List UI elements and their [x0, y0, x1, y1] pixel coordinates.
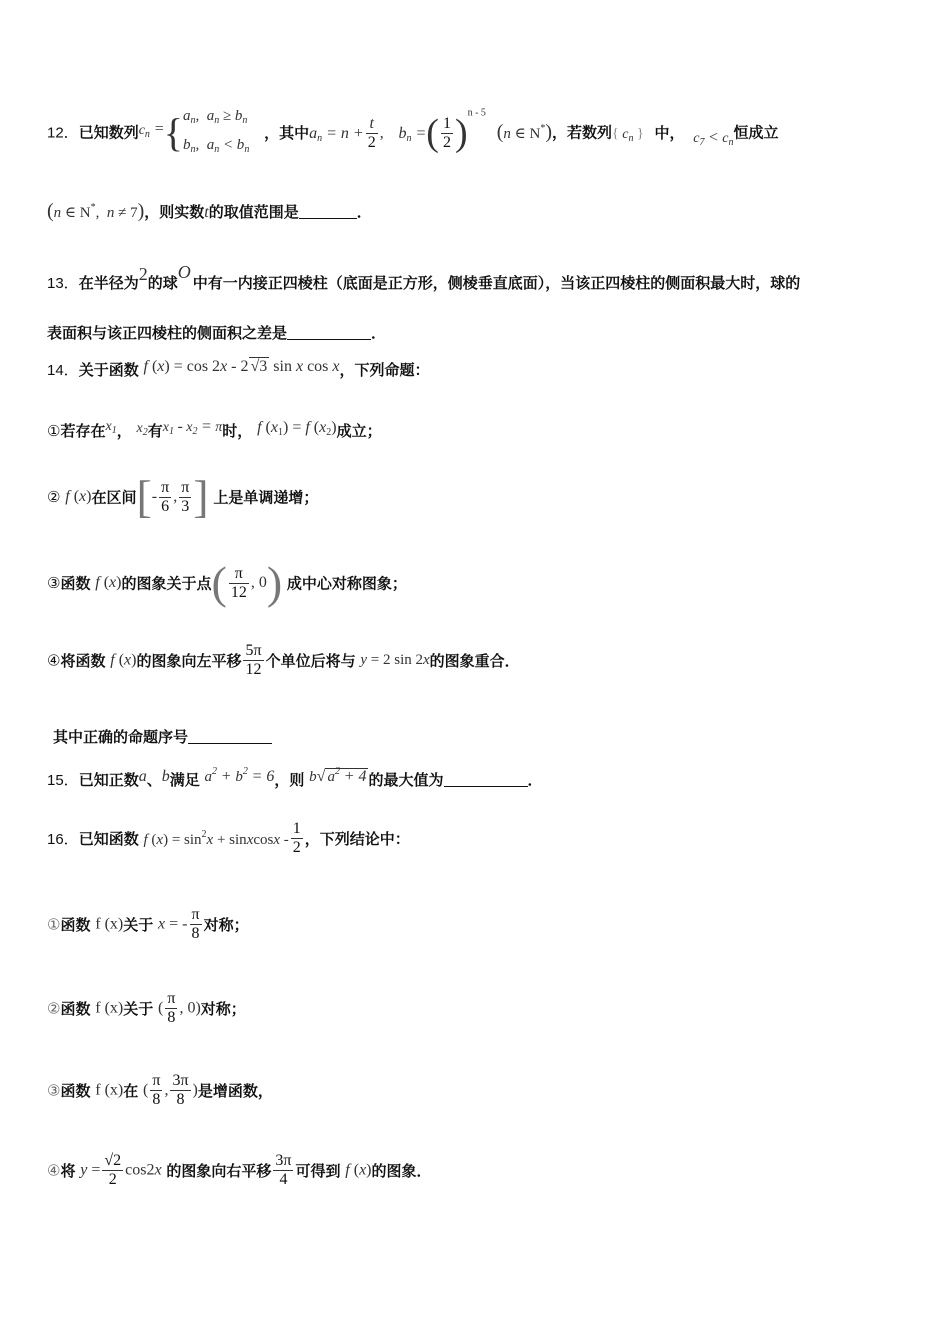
q12-answer-blank[interactable]: [299, 218, 357, 219]
q16-c3-text-c: 是增函数，: [197, 1082, 273, 1100]
q14-text-2: ，下列命题：: [339, 361, 430, 379]
q14-x1-minus-x2: $x_1 - x_2 = \pi$: [162, 418, 223, 437]
q16-c2-marker: ②: [47, 999, 61, 1018]
q16-c4-fx: f (x): [345, 1161, 372, 1179]
q12-frac-t-2: $\frac{t}{2}$: [367, 114, 376, 151]
q12-a-n-def: $a_n = n$ +: [309, 124, 364, 144]
q16-c4-text-a: 将: [60, 1162, 76, 1180]
q16-c1-text-b: 关于: [123, 916, 154, 934]
q16-c2-point-close: , 0): [179, 999, 201, 1017]
q13-text-2: 的球: [147, 274, 178, 292]
q14-c3-text-a: 函数: [60, 574, 91, 593]
q13-text-4: 表面积与该正四棱柱的侧面积之差是: [47, 324, 288, 342]
q12-condition: (n ∈ N*, n ≠ 7): [47, 200, 145, 222]
q16-c3-marker: ③: [47, 1081, 61, 1100]
q16-claim-1: [47, 906, 950, 958]
q14-stem: [47, 358, 950, 388]
q12-inequality: $c_7 < c_n$: [693, 128, 734, 148]
q16-c3-close: ): [192, 1081, 198, 1099]
q15-text-2: 满足: [169, 771, 200, 789]
q14-c4-text-c: 个单位后将与: [265, 652, 356, 670]
q16-c1-fx: f (x): [95, 915, 124, 933]
q12-frac-half: $\frac{1}{2}$: [442, 114, 451, 151]
q16-c3-frac-a: $\frac{\pi}{8}$: [152, 1072, 161, 1108]
q16-c3-fx: f (x): [95, 1081, 124, 1099]
q12-text-6: ，则实数: [144, 203, 205, 221]
q16-c4-text-d: 的图象．: [371, 1162, 432, 1180]
q15-constraint: $a^2 + b^2 = 6$: [204, 766, 275, 785]
q14-c4-target: y = 2 sin 2x: [360, 652, 430, 668]
q14-c3-marker: ③: [47, 574, 61, 592]
q12-c-n: $c_n$: [138, 122, 150, 140]
q12-domain: (n ∈ N*): [496, 120, 552, 143]
q13-line-2: [47, 322, 950, 346]
q16-claim-3: [47, 1072, 950, 1124]
q16-c2-text-c: 对称；: [200, 1000, 246, 1018]
q16-c4-frac-3pi4: $\frac{3\pi}{4}$: [275, 1152, 292, 1188]
q16-claim-2: [47, 990, 950, 1042]
q14-c4-fx: f (x): [110, 651, 137, 669]
q12-text-2: ，其中: [264, 123, 310, 142]
q14-c3-fx: f (x): [95, 574, 122, 591]
q14-c1-text-a: 若存在: [60, 422, 106, 440]
q16-c2-point-open: (: [158, 999, 164, 1017]
q14-c2-bracket-left: [: [136, 471, 152, 522]
q16-c1-frac: $\frac{\pi}{8}$: [191, 906, 200, 942]
q16-number: 16．: [47, 831, 79, 848]
q14-claim-4: [47, 642, 950, 694]
q14-c2-text-b: 上是单调递增；: [213, 488, 319, 507]
q14-c3-zero: , 0: [250, 574, 267, 591]
q14-c1-text-b: ，: [116, 422, 132, 440]
q15-text-1: 已知正数: [78, 771, 139, 789]
q14-c4-frac-5pi12: $\frac{5\pi}{12}$: [245, 642, 262, 678]
q16-c1-text-c: 对称；: [203, 916, 249, 934]
q16-c4-text-c: 可得到: [295, 1162, 341, 1180]
q16-c3-text-a: 函数: [60, 1082, 91, 1100]
q14-c1-marker: ①: [47, 422, 61, 440]
q15-var-b: b: [161, 768, 170, 785]
q12-paren-right: ): [454, 112, 468, 154]
q16-function: f $(x) = \sin^2x$ + sinxcosx -: [143, 828, 289, 848]
q14-claim-1: [47, 418, 950, 448]
q14-answer-blank[interactable]: [188, 743, 272, 744]
q14-ask: 其中正确的命题序号: [53, 728, 189, 746]
q12-eq: =: [154, 120, 164, 138]
q15-var-a: a: [138, 768, 147, 785]
q15-sep: 、: [146, 771, 162, 789]
q16-c1-text-a: 函数: [60, 916, 91, 934]
q15-text-3: ，则: [274, 771, 305, 789]
q16-c4-cos: cos2x: [125, 1161, 162, 1179]
q14-c2-fx: f (x): [65, 488, 92, 505]
q14-function: f (x) = cos 2x - 2 √3 sin x cos x: [143, 358, 340, 375]
q14-c4-text-b: 的图象向左平移: [136, 652, 242, 670]
q12-b-n-def: $b_n$ =: [398, 124, 427, 144]
q14-c1-text-d: 时，: [222, 422, 253, 440]
q16-c4-y: y =: [80, 1161, 101, 1179]
q16-c4-text-b: 的图象向右平移: [166, 1162, 272, 1180]
q14-claim-3: [47, 557, 950, 612]
q12-paren-left: (: [426, 112, 439, 154]
q13-end: ．: [371, 324, 387, 342]
q14-c4-text-d: 的图象重合．: [429, 652, 520, 670]
q16-stem: [47, 820, 950, 872]
q16-c2-text-a: 函数: [60, 1000, 91, 1018]
q16-text-2: ，下列结论中：: [304, 830, 410, 848]
q12-end: ．: [356, 203, 372, 221]
q13-answer-blank[interactable]: [287, 339, 371, 340]
q14-x2: $x_2$: [136, 421, 148, 438]
q15-end: ．: [527, 771, 543, 789]
q15-answer-blank[interactable]: [444, 786, 528, 787]
q15-number: 15．: [47, 772, 79, 789]
q15-line: [47, 766, 950, 796]
q12-text-4: 中，: [654, 123, 685, 142]
q12-line-2: [47, 200, 950, 234]
q13-center-o: O: [177, 262, 191, 282]
q12-seq-c-n: { $c_n$ }: [612, 126, 644, 144]
q16-c3-text-b: 在: [123, 1082, 139, 1100]
q14-number: 14．: [47, 362, 79, 379]
q12-exponent: n - 5: [467, 107, 486, 119]
q15-expression: b√ $a^2 + 4$: [309, 766, 367, 785]
q14-c3-frac-pi12: $\frac{\pi}{12}$: [230, 564, 247, 601]
q16-c4-marker: ④: [47, 1161, 61, 1180]
q16-c3-comma: ,: [164, 1081, 169, 1099]
q14-claim-2: [47, 471, 950, 526]
q16-frac-half: $\frac{1}{2}$: [292, 820, 301, 856]
q14-ask-line: [53, 726, 950, 750]
q16-c2-fx: f (x): [95, 999, 124, 1017]
q15-text-4: 的最大值为: [368, 771, 444, 789]
q14-fx1-eq-fx2: f $(x_1) = f$ $(x_2)$: [257, 419, 337, 438]
q14-c2-text-a: 在区间: [91, 488, 137, 507]
q14-c1-text-e: 成立；: [336, 422, 382, 440]
q12-text-3: ，若数列: [552, 123, 613, 142]
q12-text-5: 恒成立: [733, 123, 779, 142]
q12-text-7: 的取值范围是: [208, 203, 299, 221]
q16-c2-frac: $\frac{\pi}{8}$: [167, 990, 176, 1026]
q14-c2-minus: -: [151, 488, 158, 505]
q12-line-1: 12．已知数列$c_n =\{a_n$, $a_n \ge b_n$ $b_n$, $a_n < b_n$ ，其中$a_n = n$ + $\frac{t}{2}$ , $b_n$ =( $\frac{1}{2}$ )$^{n - 5}$ (n ∈ N*)，若数列{ $c_n$ } 中， $c_7 < c_n$恒成立: [47, 104, 950, 168]
q14-c4-text-a: 将函数: [60, 652, 106, 670]
q13-text-3: 中有一内接正四棱柱（底面是正方形，侧棱垂直底面），当该正四棱柱的侧面积最大时，球的: [192, 274, 801, 292]
q14-x1: $x_1$: [105, 419, 117, 436]
q12-number: 12．: [47, 124, 79, 142]
q14-c2-marker: ②: [47, 488, 61, 506]
q14-c1-text-c: 有: [147, 422, 163, 440]
q14-c3-text-b: 的图象关于点: [121, 574, 212, 593]
q16-c4-frac-root2: $\frac{√2}{2}$: [104, 1152, 122, 1188]
q16-c1-marker: ①: [47, 915, 61, 934]
q16-c3-open: (: [143, 1081, 149, 1099]
q12-var-t: t: [204, 204, 209, 221]
q16-c3-frac-b: $\frac{3\pi}{8}$: [172, 1072, 189, 1108]
q14-c3-text-c: 成中心对称图象；: [286, 574, 407, 593]
q12-brace: {: [163, 110, 183, 155]
q12-piecewise: $a_n$, $a_n \ge b_n$ $b_n$, $a_n < b_n$: [182, 108, 250, 155]
q14-c2-frac-pi6: $\frac{\pi}{6}$: [161, 478, 170, 515]
q16-c2-text-b: 关于: [123, 1000, 154, 1018]
q14-c2-frac-pi3: $\frac{\pi}{3}$: [181, 478, 190, 515]
q14-c3-paren-right: ): [266, 557, 283, 608]
q16-text-1: 已知函数: [78, 830, 139, 848]
q12-text-1: 已知数列: [78, 123, 139, 142]
q14-text-1: 关于函数: [78, 361, 139, 379]
q14-c2-comma: ,: [173, 488, 178, 505]
q16-claim-4: [47, 1152, 950, 1208]
q14-c2-bracket-right: ]: [193, 471, 209, 522]
q13-line-1: [47, 262, 950, 296]
q13-number: 13．: [47, 275, 79, 292]
q13-text-1: 在半径为: [78, 274, 139, 292]
q16-c1-axis: x = -: [158, 915, 188, 933]
q14-c3-paren-left: (: [211, 557, 227, 608]
q14-c4-marker: ④: [47, 651, 61, 670]
q13-radius: 2: [138, 264, 148, 284]
